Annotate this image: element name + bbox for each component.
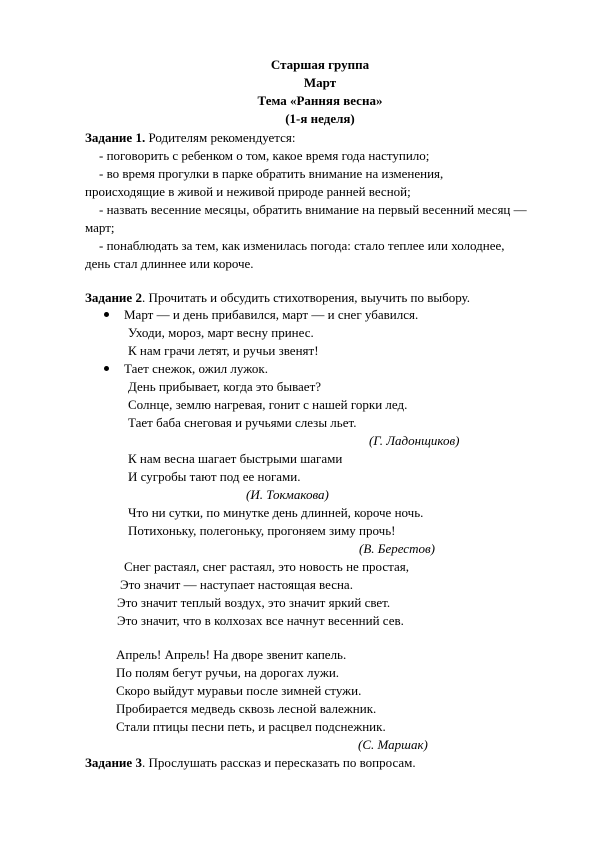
task1-item-2: - во время прогулки в парке обратить внимание на изменения, bbox=[99, 166, 444, 181]
task1-intro: Родителям рекомендуется: bbox=[145, 130, 296, 145]
poem6-line-5: Стали птицы песни петь, и расцвел подснежник. bbox=[116, 719, 386, 734]
task3-intro: . Прослушать рассказ и пересказать по вопросам. bbox=[141, 755, 416, 770]
poem4-line-2: Потихоньку, полегоньку, прогоняем зиму прочь! bbox=[128, 523, 396, 538]
poem2-line-2: День прибывает, когда это бывает? bbox=[128, 379, 322, 394]
task2-heading bbox=[85, 289, 470, 306]
task1-item-4: - понаблюдать за тем, как изменилась погода: стало теплее или холоднее, bbox=[99, 238, 505, 253]
poem5-line-3: Это значит теплый воздух, это значит яркий свет. bbox=[117, 595, 391, 610]
task1-item-3-cont: март; bbox=[85, 220, 115, 235]
group-title: Старшая группа bbox=[270, 57, 370, 72]
week-title: (1-я неделя) bbox=[285, 111, 355, 126]
task1-heading bbox=[85, 129, 296, 146]
task1-label: Задание 1. bbox=[85, 130, 146, 145]
poem3-line-2: И сугробы тают под ее ногами. bbox=[128, 469, 301, 484]
task2-label: Задание 2 bbox=[85, 290, 142, 305]
poem5-line-2: Это значит — наступает настоящая весна. bbox=[120, 577, 353, 592]
task1-item-4-cont: день стал длиннее или короче. bbox=[85, 256, 254, 271]
poem6-line-1: Апрель! Апрель! На дворе звенит капель. bbox=[116, 647, 347, 662]
poem1-line-2: Уходи, мороз, март весну принес. bbox=[128, 325, 314, 340]
bullet-1 bbox=[104, 312, 109, 317]
poem2-author: (Г. Ладонщиков) bbox=[369, 433, 460, 448]
poem5-line-4: Это значит, что в колхозах все начнут весенний сев. bbox=[117, 613, 404, 628]
bullet-2 bbox=[104, 366, 109, 371]
poem2-line-3: Солнце, землю нагревая, гонит с нашей горки лед. bbox=[128, 397, 408, 412]
task3-label: Задание 3 bbox=[85, 755, 142, 770]
poem3-author: (И. Токмакова) bbox=[246, 487, 329, 502]
task1-item-3: - назвать весенние месяцы, обратить внимание на первый весенний месяц — bbox=[99, 202, 527, 217]
task1-item-1: - поговорить с ребенком о том, какое время года наступило; bbox=[99, 148, 430, 163]
poem6-line-3: Скоро выйдут муравьи после зимней стужи. bbox=[116, 683, 362, 698]
poem1-line-1: Март — и день прибавился, март — и снег убавился. bbox=[124, 307, 419, 322]
poem5-line-1: Снег растаял, снег растаял, это новость не простая, bbox=[124, 559, 409, 574]
poem6-author: (С. Маршак) bbox=[358, 737, 428, 752]
poem3-line-1: К нам весна шагает быстрыми шагами bbox=[128, 451, 343, 466]
poem6-line-4: Пробирается медведь сквозь лесной валежник. bbox=[116, 701, 377, 716]
poem4-line-1: Что ни сутки, по минутке день длинней, короче ночь. bbox=[128, 505, 424, 520]
poem2-line-4: Тает баба снеговая и ручьями слезы льет. bbox=[128, 415, 357, 430]
theme-title: Тема «Ранняя весна» bbox=[257, 93, 383, 108]
task3-heading bbox=[85, 754, 416, 771]
poem6-line-2: По полям бегут ручьи, на дорогах лужи. bbox=[116, 665, 340, 680]
month-title: Март bbox=[303, 75, 337, 90]
poem4-author: (В. Берестов) bbox=[359, 541, 435, 556]
task2-intro: . Прочитать и обсудить стихотворения, выучить по выбору. bbox=[141, 290, 470, 305]
task1-item-2-cont: происходящие в живой и неживой природе ранней весной; bbox=[85, 184, 411, 199]
poem1-line-3: К нам грачи летят, и ручьи звенят! bbox=[128, 343, 319, 358]
poem2-line-1: Тает снежок, ожил лужок. bbox=[124, 361, 268, 376]
